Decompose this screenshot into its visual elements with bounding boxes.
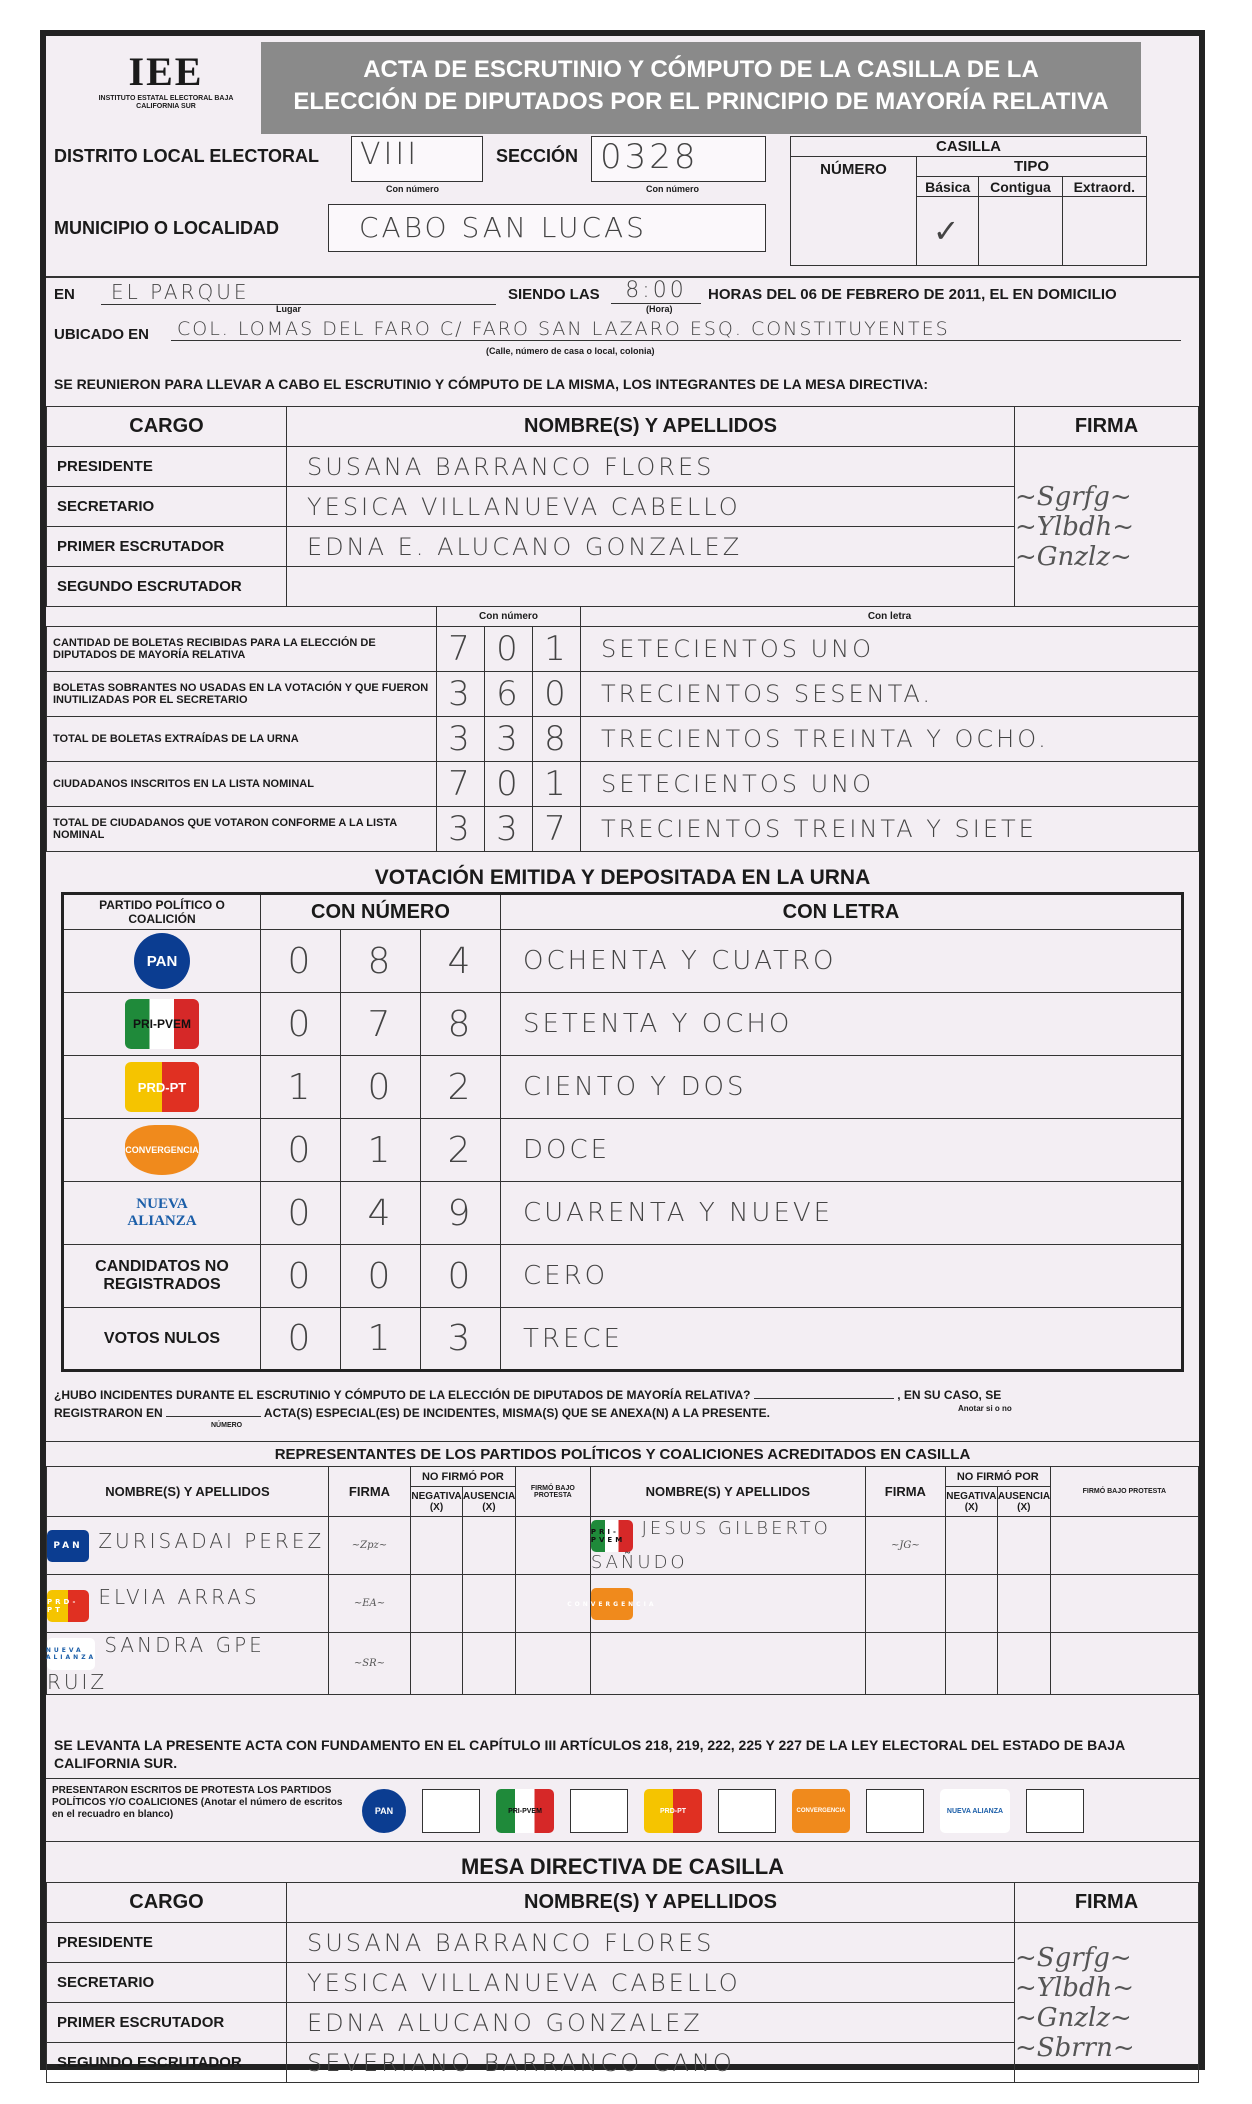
signature-image: ~Gnzlz~: [1015, 541, 1132, 572]
tipo-contigua-box[interactable]: [979, 197, 1062, 266]
reps-signature[interactable]: [865, 1575, 945, 1633]
boletas-numero-header: Con número: [437, 607, 581, 627]
votacion-digit[interactable]: 1: [341, 1308, 421, 1371]
boletas-digit[interactable]: 3: [437, 672, 485, 717]
pan-logo-label: PAN: [134, 933, 190, 989]
votacion-row: [63, 1056, 1183, 1119]
votacion-text[interactable]: TRECE: [501, 1308, 1183, 1371]
logo-subtext: INSTITUTO ESTATAL ELECTORAL BAJA CALIFORNIA SUR: [98, 95, 234, 110]
reps-protesta-box[interactable]: [515, 1517, 590, 1575]
municipality-label: MUNICIPIO O LOCALIDAD: [54, 218, 279, 238]
votacion-digit[interactable]: 7: [341, 993, 421, 1056]
mesa-bottom-title: MESA DIRECTIVA DE CASILLA: [460, 1854, 785, 1879]
reps-protesta-header-right: FIRMÓ BAJO PROTESTA: [1050, 1467, 1198, 1517]
casilla-tipo-label: TIPO: [917, 157, 1147, 177]
votacion-text[interactable]: CERO: [501, 1245, 1183, 1308]
boletas-digit[interactable]: 7: [437, 627, 485, 672]
tipo-contigua: Contigua: [979, 177, 1062, 197]
reps-name-left[interactable]: [47, 1517, 329, 1575]
mesa-bottom-cargo-header: CARGO: [47, 1883, 287, 1923]
pan-logo-icon: [63, 930, 261, 993]
protesta-text: PRESENTARON ESCRITOS DE PROTESTA LOS PARTIDOS POLÍTICOS Y/O COALICIONES (Anotar el número de escritos en el recuadro en blanco): [52, 1785, 343, 1820]
votacion-digit[interactable]: 0: [341, 1245, 421, 1308]
reps-protesta-box[interactable]: [1050, 1517, 1198, 1575]
votacion-digit[interactable]: 9: [421, 1182, 501, 1245]
boletas-text[interactable]: TRECIENTOS SESENTA.: [581, 672, 1199, 717]
mesa-top-signatures[interactable]: [1015, 447, 1199, 607]
incidentes-line1: [54, 1388, 1001, 1402]
reps-nofirmo-header-right: NO FIRMÓ POR: [945, 1467, 1050, 1487]
votacion-digit[interactable]: 4: [421, 930, 501, 993]
tipo-extraord-box[interactable]: [1062, 197, 1146, 266]
boletas-digit[interactable]: 6: [485, 672, 533, 717]
district-hint: Con número: [386, 184, 439, 194]
reps-ausencia-box[interactable]: [463, 1575, 516, 1633]
reps-negativa-box[interactable]: [945, 1633, 997, 1695]
signature-image: ~Ylbdh~: [1015, 511, 1135, 542]
reps-negativa-box[interactable]: [411, 1633, 463, 1695]
mesa-bottom-role: SECRETARIO: [47, 1963, 287, 2003]
casilla-title: CASILLA: [791, 137, 1147, 157]
reps-ausencia-box[interactable]: [463, 1633, 516, 1695]
boletas-row: [47, 627, 1199, 672]
boletas-row: [47, 807, 1199, 852]
reps-ausencia-box[interactable]: [997, 1575, 1050, 1633]
boletas-digit[interactable]: 1: [533, 627, 581, 672]
mesa-top-role: SEGUNDO ESCRUTADOR: [47, 567, 287, 607]
incidentes-end: , EN SU CASO, SE: [897, 1388, 1002, 1402]
mesa-bottom-firma-header: FIRMA: [1015, 1883, 1199, 1923]
mesa-top-name[interactable]: SUSANA BARRANCO FLORES: [287, 447, 1015, 487]
boletas-row: [47, 717, 1199, 762]
mesa-top-row: [47, 447, 1199, 487]
logo-text: IEE: [128, 49, 204, 94]
signature-image: ~Sbrrn~: [1015, 2032, 1135, 2063]
boletas-digit[interactable]: 3: [485, 807, 533, 852]
boletas-digit[interactable]: 0: [533, 672, 581, 717]
votacion-row: [63, 1119, 1183, 1182]
mesa-bottom-name[interactable]: YESICA VILLANUEVA CABELLO: [287, 1963, 1015, 2003]
protesta-row: [46, 1778, 1199, 1842]
votacion-digit[interactable]: 4: [341, 1182, 421, 1245]
reps-negativa-box[interactable]: [411, 1517, 463, 1575]
address-field[interactable]: COL. LOMAS DEL FARO C/ FARO SAN LAZARO ESQ. CONSTITUYENTES: [171, 318, 1181, 341]
representantes-title: REPRESENTANTES DE LOS PARTIDOS POLÍTICOS Y COALICIONES ACREDITADOS EN CASILLA: [46, 1441, 1199, 1463]
reps-signature[interactable]: ~Zpz~: [329, 1517, 411, 1575]
pri-pvem-logo-icon: [63, 993, 261, 1056]
acta-sheet: [40, 30, 1205, 2077]
reps-negativa-box[interactable]: [411, 1575, 463, 1633]
boletas-digit[interactable]: 3: [437, 717, 485, 762]
mesa-bottom-table: [46, 1882, 1199, 2083]
reps-firma-header: FIRMA: [329, 1467, 411, 1517]
mesa-bottom-row: [47, 1923, 1199, 1963]
incidentes-registraron: REGISTRARON EN: [54, 1406, 163, 1420]
casilla-numero-label: NÚMERO: [791, 157, 917, 266]
boletas-desc: BOLETAS SOBRANTES NO USADAS EN LA VOTACIÓN Y QUE FUERON INUTILIZADAS POR EL SECRETARIO: [47, 672, 437, 717]
reps-firma-header-right: FIRMA: [865, 1467, 945, 1517]
incidentes-hint-numero: NÚMERO: [211, 1422, 243, 1429]
votacion-row: [63, 993, 1183, 1056]
reps-name-left[interactable]: [47, 1575, 329, 1633]
boletas-digit[interactable]: 8: [533, 717, 581, 762]
mesa-top-table: [46, 406, 1199, 607]
boletas-row: [47, 762, 1199, 807]
boletas-text[interactable]: SETECIENTOS UNO: [581, 762, 1199, 807]
votacion-digit[interactable]: 2: [421, 1119, 501, 1182]
title-line2: ELECCIÓN DE DIPUTADOS POR EL PRINCIPIO DE MAYORÍA RELATIVA: [293, 88, 1109, 115]
reps-signature[interactable]: [865, 1633, 945, 1695]
district-field[interactable]: VIII: [351, 136, 483, 182]
votacion-digit[interactable]: 0: [421, 1245, 501, 1308]
votacion-row: [63, 1245, 1183, 1308]
tipo-extraord: Extraord.: [1062, 177, 1146, 197]
boletas-letra-header: Con letra: [581, 607, 1199, 627]
votacion-row: [63, 930, 1183, 993]
reps-signature[interactable]: ~EA~: [329, 1575, 411, 1633]
mesa-bottom-name[interactable]: SEVERIANO BARRANCO CANO: [287, 2043, 1015, 2083]
reps-negativa-box[interactable]: [945, 1517, 997, 1575]
tipo-basica-mark[interactable]: ✓: [917, 197, 979, 266]
votos-nulos-label: VOTOS NULOS: [63, 1308, 261, 1371]
incidentes-hint-anotar: Anotar si o no: [958, 1404, 1012, 1413]
title-line1: ACTA DE ESCRUTINIO Y CÓMPUTO DE LA CASILLA DE LA: [363, 56, 1039, 83]
incidentes-question: ¿HUBO INCIDENTES DURANTE EL ESCRUTINIO Y CÓMPUTO DE LA ELECCIÓN DE DIPUTADOS DE MAYORÍA RELATIVA?: [54, 1388, 751, 1402]
votacion-text[interactable]: SETENTA Y OCHO: [501, 993, 1183, 1056]
en-label: EN: [54, 286, 75, 303]
title-band: [261, 42, 1141, 134]
mesa-bottom-role: PRESIDENTE: [47, 1923, 287, 1963]
convergencia-protesta-box[interactable]: [866, 1789, 924, 1833]
nueva-alianza-small-icon: NUEVA ALIANZA: [47, 1638, 95, 1670]
mesa-top-name[interactable]: YESICA VILLANUEVA CABELLO: [287, 487, 1015, 527]
pan-protesta-icon: PAN: [362, 1789, 406, 1833]
prd-pt-logo-icon: [63, 1056, 261, 1119]
votacion-text[interactable]: CIENTO Y DOS: [501, 1056, 1183, 1119]
votacion-digit[interactable]: 2: [421, 1056, 501, 1119]
votacion-party-header: PARTIDO POLÍTICO O COALICIÓN: [63, 894, 261, 930]
prd-pt-logo-label: PRD-PT: [125, 1062, 199, 1112]
pan-small-icon: PAN: [47, 1530, 89, 1562]
votacion-text[interactable]: CUARENTA Y NUEVE: [501, 1182, 1183, 1245]
prd-pt-small-icon: PRD-PT: [47, 1590, 89, 1622]
hora-field[interactable]: 8:00: [611, 278, 701, 304]
votacion-digit[interactable]: 1: [341, 1119, 421, 1182]
mesa-bottom-name[interactable]: EDNA ALUCANO GONZALEZ: [287, 2003, 1015, 2043]
votacion-digit[interactable]: 0: [341, 1056, 421, 1119]
lugar-hint: Lugar: [276, 304, 302, 314]
reps-name-right[interactable]: [590, 1633, 865, 1695]
reps-signature[interactable]: ~JG~: [865, 1517, 945, 1575]
casilla-table: [790, 136, 1147, 266]
votacion-row: [63, 1308, 1183, 1371]
reps-row: [47, 1633, 1199, 1695]
boletas-blank-header: [47, 607, 437, 627]
convergencia-logo-label: CONVERGENCIA: [125, 1125, 199, 1175]
representantes-table: [46, 1466, 1199, 1695]
reps-row: [47, 1517, 1199, 1575]
reps-name-right[interactable]: [567, 1575, 865, 1633]
prd-pt-protesta-icon: PRD-PT: [644, 1789, 702, 1833]
votacion-digit[interactable]: 0: [261, 993, 341, 1056]
reps-row: [47, 1575, 1199, 1633]
nueva-alianza-logo-icon: [63, 1182, 261, 1245]
votacion-digit[interactable]: 8: [421, 993, 501, 1056]
boletas-digit[interactable]: 3: [485, 717, 533, 762]
signature-image: ~Gnzlz~: [1015, 2002, 1132, 2033]
boletas-row: [47, 672, 1199, 717]
reps-nombre-header-right: NOMBRE(S) Y APELLIDOS: [590, 1467, 865, 1517]
protesta-parties: [362, 1789, 1084, 1833]
pri-pvem-small-icon: PRI-PVEM: [591, 1520, 633, 1552]
municipality-field[interactable]: CABO SAN LUCAS: [328, 204, 766, 252]
votacion-text[interactable]: OCHENTA Y CUATRO: [501, 930, 1183, 993]
votacion-digit[interactable]: 3: [421, 1308, 501, 1371]
mesa-bottom-role: PRIMER ESCRUTADOR: [47, 2003, 287, 2043]
convergencia-small-icon: CONVERGENCIA: [591, 1588, 633, 1620]
no-registrados-label: CANDIDATOS NO REGISTRADOS: [63, 1245, 261, 1308]
reps-name-left[interactable]: [47, 1633, 329, 1695]
tipo-basica: Básica: [917, 177, 979, 197]
boletas-text[interactable]: SETECIENTOS UNO: [581, 627, 1199, 672]
incidentes-acta: ACTA(S) ESPECIAL(ES) DE INCIDENTES, MISMA(S) QUE SE ANEXA(N) A LA PRESENTE.: [263, 1406, 770, 1420]
incidentes-answer-field[interactable]: [754, 1398, 894, 1399]
lugar-field[interactable]: EL PARQUE: [101, 280, 496, 305]
boletas-desc: TOTAL DE CIUDADANOS QUE VOTARON CONFORME A LA LISTA NOMINAL: [47, 807, 437, 852]
incidentes-line2: [54, 1406, 770, 1420]
mesa-bottom-role: SEGUNDO ESCRUTADOR: [47, 2043, 287, 2083]
reps-signature[interactable]: ~SR~: [329, 1633, 411, 1695]
mesa-top-role: PRIMER ESCRUTADOR: [47, 527, 287, 567]
convergencia-protesta-icon: CONVERGENCIA: [792, 1789, 850, 1833]
reps-protesta-box[interactable]: [515, 1633, 590, 1695]
section-label: SECCIÓN: [496, 146, 579, 166]
nueva-alianza-protesta-box[interactable]: [1026, 1789, 1084, 1833]
mesa-top-role: PRESIDENTE: [47, 447, 287, 487]
votacion-digit[interactable]: 0: [261, 1245, 341, 1308]
pri-pvem-logo-label: PRI-PVEM: [125, 999, 199, 1049]
votacion-row: [63, 1182, 1183, 1245]
boletas-digit[interactable]: 7: [533, 807, 581, 852]
votacion-letra-header: CON LETRA: [501, 894, 1183, 930]
signature-image: ~Sgrfg~: [1015, 1942, 1132, 1973]
prd-pt-protesta-box[interactable]: [718, 1789, 776, 1833]
reps-ausencia-box[interactable]: [997, 1633, 1050, 1695]
mesa-bottom-name[interactable]: SUSANA BARRANCO FLORES: [287, 1923, 1015, 1963]
iee-logo: [86, 48, 246, 128]
votacion-digit[interactable]: 1: [261, 1056, 341, 1119]
reps-nofirmo-header: NO FIRMÓ POR: [411, 1467, 516, 1487]
reps-name-text: ELVIA ARRAS: [98, 1585, 260, 1609]
date-text: HORAS DEL 06 DE FEBRERO DE 2011, EL EN DOMICILIO: [708, 286, 1117, 303]
boletas-desc: TOTAL DE BOLETAS EXTRAÍDAS DE LA URNA: [47, 717, 437, 762]
reps-name-text: SANDRA GPE RUIZ: [47, 1633, 265, 1694]
reps-ausencia-header-right: AUSENCIA (X): [997, 1487, 1050, 1517]
votacion-digit[interactable]: 0: [261, 1308, 341, 1371]
reps-nombre-header: NOMBRE(S) Y APELLIDOS: [47, 1467, 329, 1517]
boletas-digit[interactable]: 1: [533, 762, 581, 807]
reps-protesta-header: FIRMÓ BAJO PROTESTA: [515, 1467, 590, 1517]
boletas-desc: CANTIDAD DE BOLETAS RECIBIDAS PARA LA ELECCIÓN DE DIPUTADOS DE MAYORÍA RELATIVA: [47, 627, 437, 672]
pri-pvem-protesta-box[interactable]: [570, 1789, 628, 1833]
signature-image: ~Ylbdh~: [1015, 1972, 1135, 2003]
incidentes-number-field[interactable]: [166, 1416, 261, 1417]
reps-name-right[interactable]: [590, 1517, 865, 1575]
section-field[interactable]: 0328: [591, 136, 766, 182]
votacion-table: [61, 892, 1184, 1372]
pri-pvem-protesta-icon: PRI-PVEM: [496, 1789, 554, 1833]
boletas-digit[interactable]: 3: [437, 807, 485, 852]
ubicado-label: UBICADO EN: [54, 326, 150, 343]
nueva-alianza-protesta-icon: NUEVA ALIANZA: [940, 1789, 1010, 1833]
pan-protesta-box[interactable]: [422, 1789, 480, 1833]
address-hint: (Calle, número de casa o local, colonia): [486, 346, 655, 356]
reps-ausencia-box[interactable]: [997, 1517, 1050, 1575]
boletas-table: [46, 606, 1199, 852]
mesa-bottom-nombre-header: NOMBRE(S) Y APELLIDOS: [287, 1883, 1015, 1923]
reps-negativa-header: NEGATIVA (X): [411, 1487, 463, 1517]
reunion-text: SE REUNIERON PARA LLEVAR A CABO EL ESCRUTINIO Y CÓMPUTO DE LA MISMA, LOS INTEGRANTES DE LA MESA DIRECTIVA:: [54, 376, 929, 392]
fundamento-text: SE LEVANTA LA PRESENTE ACTA CON FUNDAMENTO EN EL CAPÍTULO III ARTÍCULOS 218, 219, 222, 225 Y 227 DE LA LEY ELECTORAL DEL ESTADO DE BAJA CALIFORNIA SUR.: [54, 1737, 1125, 1771]
mesa-bottom-signatures[interactable]: [1015, 1923, 1199, 2083]
mesa-top-firma-header: FIRMA: [1015, 407, 1199, 447]
boletas-text[interactable]: TRECIENTOS TREINTA Y SIETE: [581, 807, 1199, 852]
mesa-top-role: SECRETARIO: [47, 487, 287, 527]
nueva-alianza-logo-label: NUEVA ALIANZA: [127, 1196, 197, 1229]
mesa-top-name[interactable]: [287, 567, 1015, 607]
reps-negativa-box[interactable]: [945, 1575, 997, 1633]
mesa-top-name[interactable]: EDNA E. ALUCANO GONZALEZ: [287, 527, 1015, 567]
mesa-top-nombre-header: NOMBRE(S) Y APELLIDOS: [287, 407, 1015, 447]
votacion-digit[interactable]: 8: [341, 930, 421, 993]
boletas-digit[interactable]: 7: [437, 762, 485, 807]
votacion-title: VOTACIÓN EMITIDA Y DEPOSITADA EN LA URNA: [374, 866, 871, 889]
boletas-desc: CIUDADANOS INSCRITOS EN LA LISTA NOMINAL: [47, 762, 437, 807]
votacion-numero-header: CON NÚMERO: [261, 894, 501, 930]
votacion-text[interactable]: DOCE: [501, 1119, 1183, 1182]
reps-ausencia-box[interactable]: [463, 1517, 516, 1575]
reps-protesta-box[interactable]: [1050, 1575, 1198, 1633]
reps-negativa-header-right: NEGATIVA (X): [945, 1487, 997, 1517]
votacion-digit[interactable]: 0: [261, 930, 341, 993]
reps-protesta-box[interactable]: [1050, 1633, 1198, 1695]
mesa-top-cargo-header: CARGO: [47, 407, 287, 447]
district-label: DISTRITO LOCAL ELECTORAL: [54, 146, 320, 166]
convergencia-logo-icon: [63, 1119, 261, 1182]
boletas-digit[interactable]: 0: [485, 762, 533, 807]
votacion-digit[interactable]: 0: [261, 1182, 341, 1245]
siendo-label: SIENDO LAS: [508, 286, 600, 303]
section-hint: Con número: [646, 184, 699, 194]
reps-name-text: ZURISADAI PEREZ: [98, 1529, 325, 1553]
signature-image: ~Sgrfg~: [1015, 481, 1132, 512]
votacion-digit[interactable]: 0: [261, 1119, 341, 1182]
boletas-text[interactable]: TRECIENTOS TREINTA Y OCHO.: [581, 717, 1199, 762]
reps-name-text: JESUS GILBERTO SAÑUDO: [590, 1518, 831, 1573]
hora-hint: (Hora): [646, 304, 673, 314]
reps-ausencia-header: AUSENCIA (X): [463, 1487, 516, 1517]
boletas-digit[interactable]: 0: [485, 627, 533, 672]
